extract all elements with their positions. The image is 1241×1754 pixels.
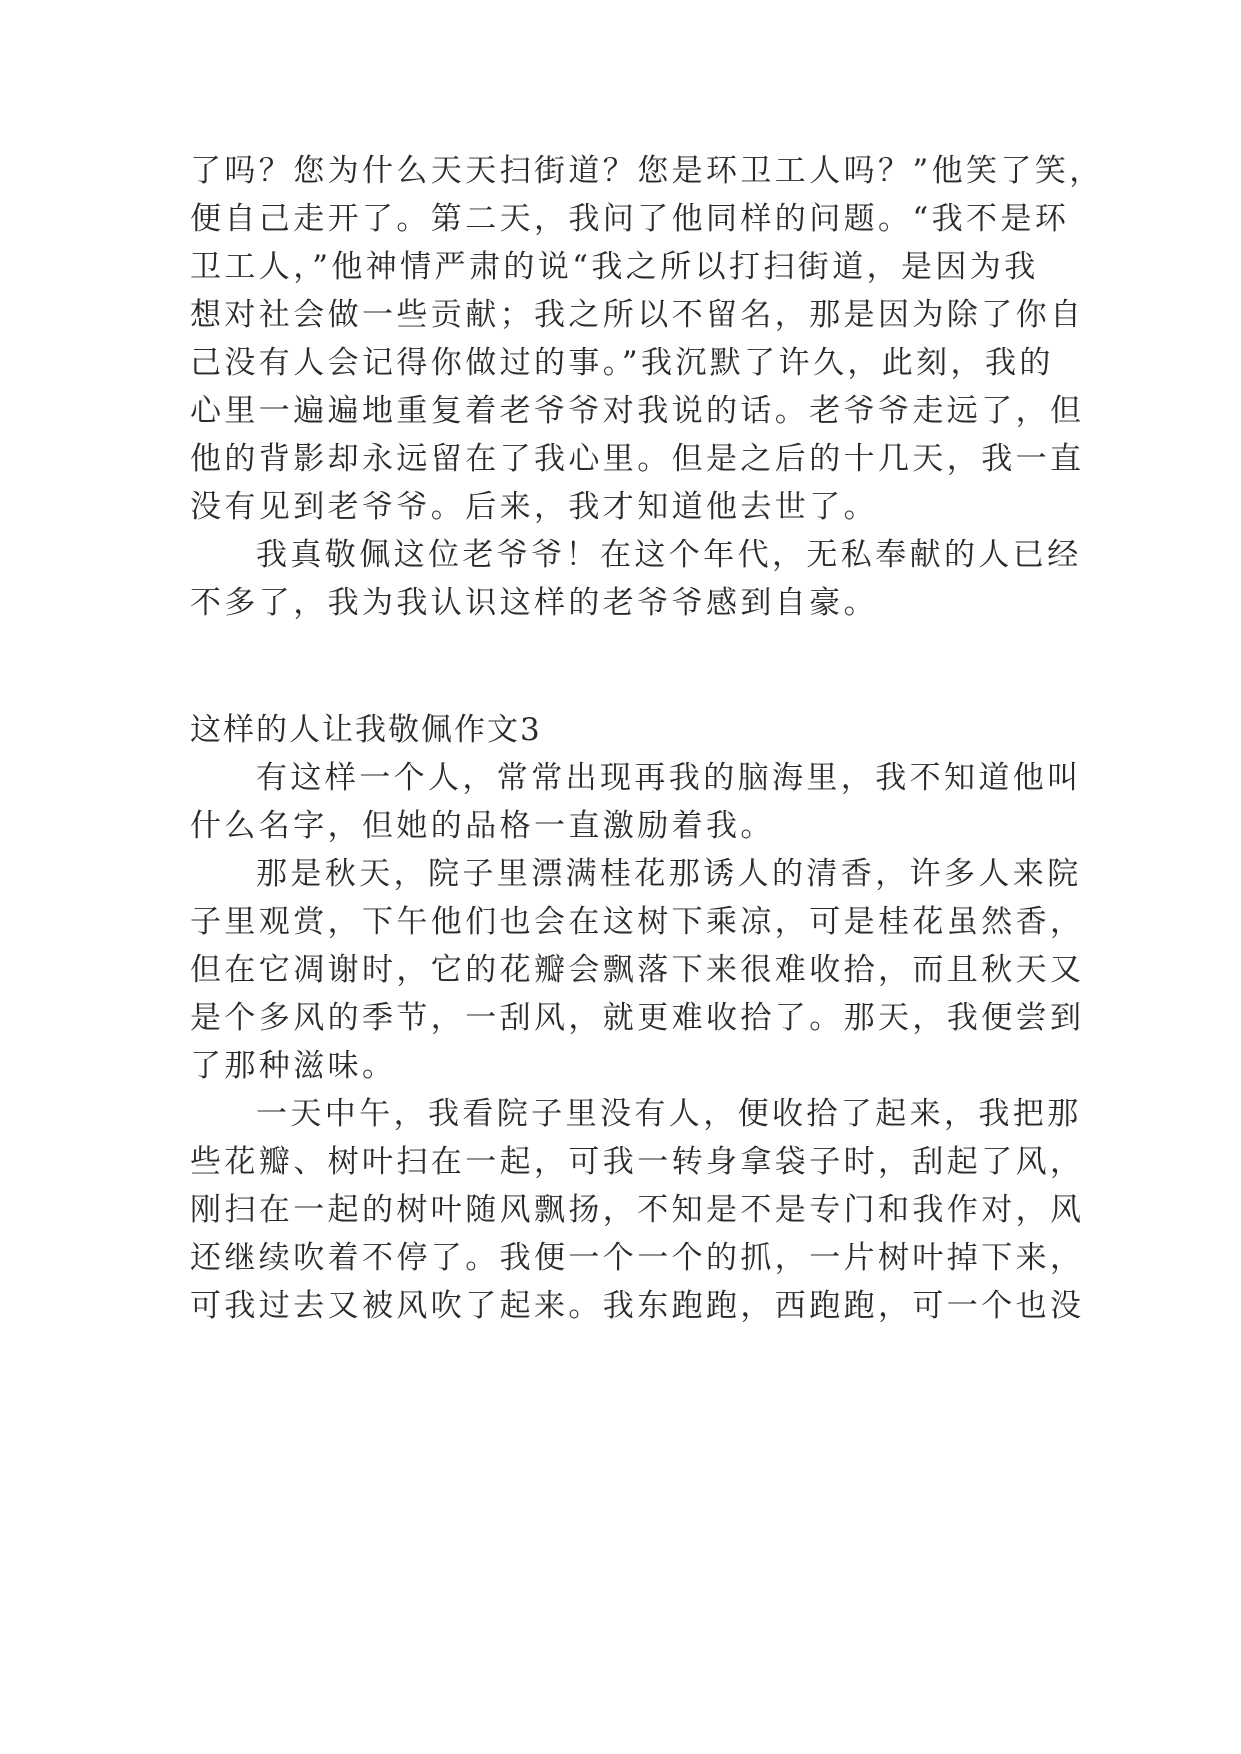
text-line: 什么名字，但她的品格一直激励着我。 xyxy=(190,808,775,844)
text-line: 想对社会做一些贡献；我之所以不留名，那是因为除了你自 xyxy=(190,297,1085,333)
paragraph-start-line: 那是秋天，院子里漂满桂花那诱人的清香，许多人来院 xyxy=(256,856,1082,892)
paragraph-start-line: 一天中午，我看院子里没有人，便收拾了起来，我把那 xyxy=(256,1096,1082,1132)
text-line: 是个多风的季节，一刮风，就更难收拾了。那天，我便尝到 xyxy=(190,1000,1085,1036)
text-line: 不多了，我为我认识这样的老爷爷感到自豪。 xyxy=(190,585,878,621)
text-line: 己没有人会记得你做过的事。”我沉默了许久，此刻，我的 xyxy=(190,345,1054,381)
text-line: 子里观赏，下午他们也会在这树下乘凉，可是桂花虽然香， xyxy=(190,904,1085,940)
text-line: 没有见到老爷爷。后来，我才知道他去世了。 xyxy=(190,489,878,525)
text-line: 他的背影却永远留在了我心里。但是之后的十几天，我一直 xyxy=(190,441,1085,477)
paragraph-start-line: 有这样一个人，常常出现再我的脑海里，我不知道他叫 xyxy=(256,760,1082,796)
text-line: 卫工人，”他神情严肃的说“我之所以打扫街道，是因为我 xyxy=(190,249,1039,285)
text-line: 了吗？您为什么天天扫街道？您是环卫工人吗？”他笑了笑， xyxy=(190,153,1104,189)
text-line: 了那种滋味。 xyxy=(190,1048,397,1084)
text-line: 但在它凋谢时，它的花瓣会飘落下来很难收拾，而且秋天又 xyxy=(190,952,1085,988)
text-line: 些花瓣、树叶扫在一起，可我一转身拿袋子时，刮起了风， xyxy=(190,1144,1085,1180)
text-line: 还继续吹着不停了。我便一个一个的抓，一片树叶掉下来， xyxy=(190,1240,1085,1276)
paragraph-start-line: 我真敬佩这位老爷爷！在这个年代，无私奉献的人已经 xyxy=(256,537,1082,573)
text-line: 心里一遍遍地重复着老爷爷对我说的话。老爷爷走远了，但 xyxy=(190,393,1085,429)
text-line: 刚扫在一起的树叶随风飘扬，不知是不是专门和我作对，风 xyxy=(190,1192,1085,1228)
text-line: 便自己走开了。第二天，我问了他同样的问题。“我不是环 xyxy=(190,201,1070,237)
text-line: 可我过去又被风吹了起来。我东跑跑，西跑跑，可一个也没 xyxy=(190,1288,1085,1324)
section-title: 这样的人让我敬佩作文3 xyxy=(190,712,542,748)
